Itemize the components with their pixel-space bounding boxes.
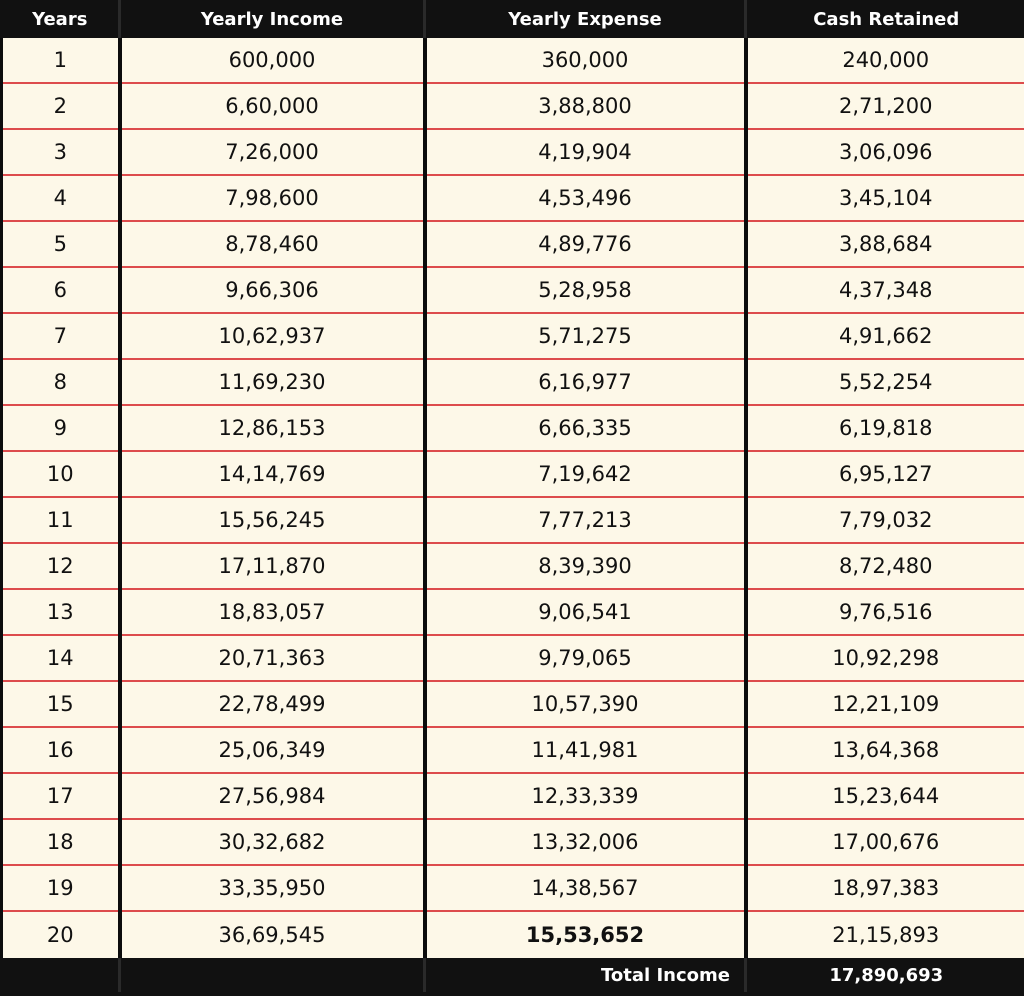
year-cell: 16	[2, 727, 120, 773]
table-row	[2, 405, 1024, 451]
table-row	[2, 359, 1024, 405]
header-years: Years	[2, 0, 120, 38]
year-cell: 11	[2, 497, 120, 543]
year-cell: 10	[2, 451, 120, 497]
table-row	[2, 635, 1024, 681]
yearly-income-cell: 33,35,950	[120, 865, 425, 911]
cash-retained-cell: 8,72,480	[746, 543, 1024, 589]
yearly-expense-cell: 6,16,977	[425, 359, 746, 405]
table-row	[2, 221, 1024, 267]
yearly-expense-cell: 9,06,541	[425, 589, 746, 635]
yearly-expense-cell: 4,53,496	[425, 175, 746, 221]
yearly-income-cell: 10,62,937	[120, 313, 425, 359]
year-cell: 8	[2, 359, 120, 405]
table-row	[2, 83, 1024, 129]
header-yearly-income: Yearly Income	[120, 0, 425, 38]
year-cell: 14	[2, 635, 120, 681]
year-cell: 7	[2, 313, 120, 359]
cash-retained-cell: 5,52,254	[746, 359, 1024, 405]
yearly-expense-cell: 9,79,065	[425, 635, 746, 681]
yearly-income-cell: 20,71,363	[120, 635, 425, 681]
yearly-income-cell: 30,32,682	[120, 819, 425, 865]
footer-empty-cell	[2, 958, 120, 992]
yearly-expense-cell: 4,89,776	[425, 221, 746, 267]
year-cell: 12	[2, 543, 120, 589]
cash-retained-cell: 4,91,662	[746, 313, 1024, 359]
yearly-expense-cell: 360,000	[425, 38, 746, 83]
yearly-expense-cell: 11,41,981	[425, 727, 746, 773]
table-footer	[2, 958, 1024, 992]
yearly-expense-cell: 7,77,213	[425, 497, 746, 543]
cash-retained-cell: 7,79,032	[746, 497, 1024, 543]
cash-retained-cell: 18,97,383	[746, 865, 1024, 911]
yearly-expense-cell: 15,53,652	[425, 911, 746, 958]
year-cell: 1	[2, 38, 120, 83]
cash-retained-cell: 4,37,348	[746, 267, 1024, 313]
cash-retained-cell: 3,45,104	[746, 175, 1024, 221]
table-row	[2, 727, 1024, 773]
footer-empty-cell	[120, 958, 425, 992]
yearly-income-cell: 27,56,984	[120, 773, 425, 819]
year-cell: 20	[2, 911, 120, 958]
yearly-income-cell: 14,14,769	[120, 451, 425, 497]
cash-retained-cell: 6,19,818	[746, 405, 1024, 451]
yearly-income-cell: 11,69,230	[120, 359, 425, 405]
yearly-income-cell: 600,000	[120, 38, 425, 83]
cash-retained-cell: 3,88,684	[746, 221, 1024, 267]
table-row	[2, 543, 1024, 589]
year-cell: 4	[2, 175, 120, 221]
footer-row	[2, 958, 1024, 992]
yearly-income-cell: 6,60,000	[120, 83, 425, 129]
cash-retained-cell: 17,00,676	[746, 819, 1024, 865]
cash-retained-cell: 15,23,644	[746, 773, 1024, 819]
cash-retained-cell: 12,21,109	[746, 681, 1024, 727]
table-row	[2, 497, 1024, 543]
yearly-expense-cell: 10,57,390	[425, 681, 746, 727]
yearly-income-cell: 7,26,000	[120, 129, 425, 175]
yearly-expense-cell: 14,38,567	[425, 865, 746, 911]
yearly-expense-cell: 3,88,800	[425, 83, 746, 129]
table-row	[2, 267, 1024, 313]
yearly-income-cell: 15,56,245	[120, 497, 425, 543]
yearly-income-cell: 9,66,306	[120, 267, 425, 313]
yearly-expense-cell: 7,19,642	[425, 451, 746, 497]
cash-retained-cell: 9,76,516	[746, 589, 1024, 635]
table-row	[2, 911, 1024, 958]
table-row	[2, 129, 1024, 175]
yearly-expense-cell: 12,33,339	[425, 773, 746, 819]
table-row	[2, 819, 1024, 865]
year-cell: 6	[2, 267, 120, 313]
year-cell: 9	[2, 405, 120, 451]
header-row	[2, 0, 1024, 38]
year-cell: 3	[2, 129, 120, 175]
yearly-income-cell: 17,11,870	[120, 543, 425, 589]
yearly-expense-cell: 6,66,335	[425, 405, 746, 451]
table-row	[2, 313, 1024, 359]
yearly-income-cell: 18,83,057	[120, 589, 425, 635]
cash-retained-cell: 21,15,893	[746, 911, 1024, 958]
table-row	[2, 773, 1024, 819]
cash-retained-cell: 6,95,127	[746, 451, 1024, 497]
yearly-expense-cell: 4,19,904	[425, 129, 746, 175]
yearly-income-cell: 25,06,349	[120, 727, 425, 773]
table-row	[2, 681, 1024, 727]
header-yearly-expense: Yearly Expense	[425, 0, 746, 38]
table-body	[2, 38, 1024, 958]
yearly-income-cell: 36,69,545	[120, 911, 425, 958]
header-cash-retained: Cash Retained	[746, 0, 1024, 38]
yearly-expense-cell: 5,71,275	[425, 313, 746, 359]
year-cell: 19	[2, 865, 120, 911]
table-header	[2, 0, 1024, 38]
year-cell: 13	[2, 589, 120, 635]
table-row	[2, 175, 1024, 221]
yearly-expense-cell: 13,32,006	[425, 819, 746, 865]
year-cell: 17	[2, 773, 120, 819]
yearly-expense-cell: 5,28,958	[425, 267, 746, 313]
yearly-income-cell: 7,98,600	[120, 175, 425, 221]
cash-retained-cell: 240,000	[746, 38, 1024, 83]
table-row	[2, 865, 1024, 911]
cash-retained-cell: 2,71,200	[746, 83, 1024, 129]
year-cell: 2	[2, 83, 120, 129]
table-row	[2, 589, 1024, 635]
cash-retained-cell: 13,64,368	[746, 727, 1024, 773]
total-income-value: 17,890,693	[746, 958, 1024, 992]
total-income-label: Total Income	[425, 958, 746, 992]
cash-retained-cell: 3,06,096	[746, 129, 1024, 175]
year-cell: 15	[2, 681, 120, 727]
yearly-income-cell: 22,78,499	[120, 681, 425, 727]
yearly-expense-cell: 8,39,390	[425, 543, 746, 589]
year-cell: 18	[2, 819, 120, 865]
yearly-income-cell: 8,78,460	[120, 221, 425, 267]
table-row	[2, 38, 1024, 83]
year-cell: 5	[2, 221, 120, 267]
table-row	[2, 451, 1024, 497]
cash-retained-cell: 10,92,298	[746, 635, 1024, 681]
yearly-income-cell: 12,86,153	[120, 405, 425, 451]
